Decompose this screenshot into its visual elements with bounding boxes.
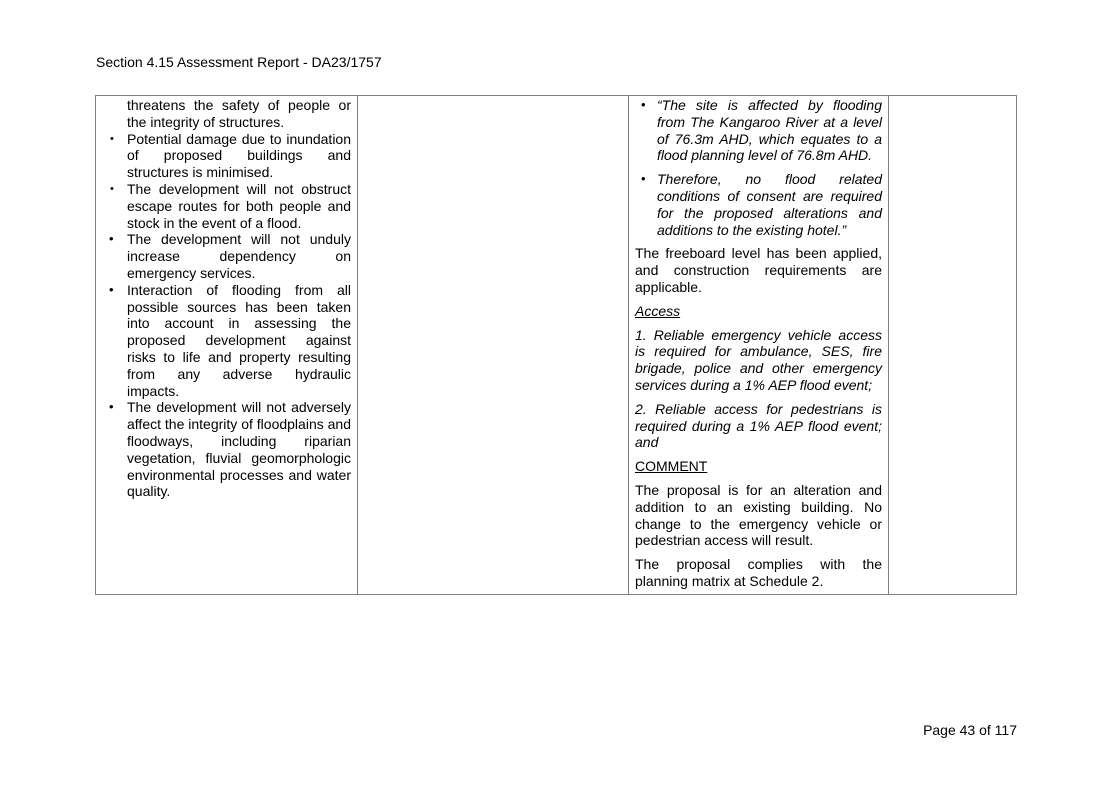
- bullet-icon: •: [109, 231, 114, 247]
- access-item-2: 2. Reliable access for pedestrians is required during a 1% AEP flood event; and: [635, 400, 882, 451]
- assessment-table: [95, 95, 1017, 595]
- comment-text-1: The proposal is for an alteration and addition to an existing building. No change to the emergency vehicle or pedestrian access will result.: [635, 481, 882, 549]
- quote-list: [635, 97, 882, 238]
- comment-heading: COMMENT: [635, 458, 708, 475]
- continuation-text: threatens the safety of people or the integrity of structures.: [127, 97, 351, 130]
- page-number: Page 43 of 117: [923, 722, 1017, 738]
- list-item: • The development will not adversely affect the integrity of floodplains and floodways, including riparian vegetation, fluvial geomorphologic environmental processes and water quality.: [109, 399, 351, 500]
- list-item: • The development will not obstruct escape routes for both people and stock in the event of a flood.: [110, 180, 351, 231]
- access-heading: Access: [635, 302, 681, 319]
- bullet-icon: •: [110, 182, 114, 195]
- list-item: • Interaction of flooding from all possible sources has been taken into account in assessing the proposed development against risks to life and property resulting from any adverse hydraulic impacts.: [109, 281, 351, 399]
- assessment-cell: [629, 96, 889, 595]
- freeboard-text: The freeboard level has been applied, and construction requirements are applicable.: [635, 245, 882, 295]
- bullet-icon: •: [110, 132, 114, 145]
- comment-text-2: The proposal complies with the planning matrix at Schedule 2.: [635, 556, 882, 589]
- controls-cell: [96, 96, 358, 595]
- controls-list: [103, 131, 351, 501]
- bullet-icon: •: [641, 97, 646, 112]
- bullet-icon: •: [109, 399, 114, 415]
- bullet-icon: •: [641, 171, 646, 187]
- bullet-icon: •: [109, 281, 114, 297]
- empty-cell: [889, 96, 1017, 595]
- list-item: • Potential damage due to inundation of proposed buildings and structures is minimised.: [110, 130, 351, 181]
- empty-cell: [358, 96, 629, 595]
- table-row: [96, 96, 1017, 595]
- access-item-1: 1. Reliable emergency vehicle access is required for ambulance, SES, fire brigade, police and other emergency services during a 1% AEP flood event;: [635, 326, 882, 393]
- list-item: • Therefore, no flood related conditions of consent are required for the proposed alterations and additions to the existing hotel.”: [641, 171, 882, 238]
- page-header: Section 4.15 Assessment Report - DA23/1757: [96, 54, 382, 70]
- list-item: • The development will not unduly increase dependency on emergency services.: [109, 231, 351, 281]
- list-item: • “The site is affected by flooding from The Kangaroo River at a level of 76.3m AHD, which equates to a flood planning level of 76.8m AHD.: [641, 97, 882, 164]
